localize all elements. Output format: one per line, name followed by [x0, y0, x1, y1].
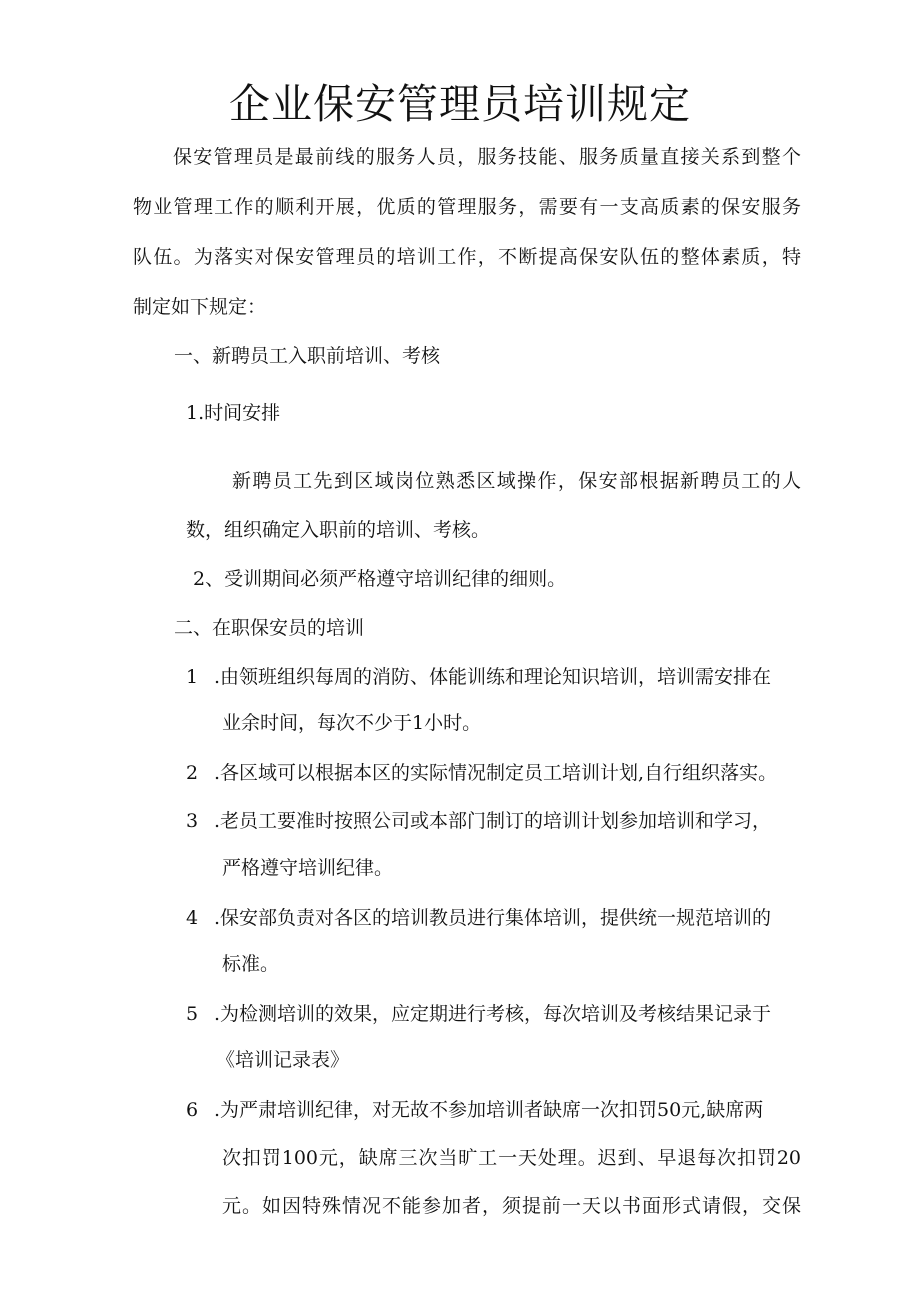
- section1-item1-line-2: 数，组织确定入职前的培训、考核。: [186, 519, 491, 541]
- section1-item2: 2、受训期间必须严格遵守培训纪律的细则。: [193, 568, 567, 590]
- document-title: 企业保安管理员培训规定: [229, 80, 691, 128]
- section2-item-6-line-2: 次扣罚100元，缺席三次当旷工一天处理。迟到、早退每次扣罚20: [222, 1147, 801, 1169]
- item-number: 3: [186, 810, 199, 832]
- section1-heading: 一、新聘员工入职前培训、考核: [174, 345, 441, 367]
- item-number: 2: [186, 762, 199, 784]
- section2-item-1-line-1: [186, 664, 771, 690]
- intro-line-3: 队伍。为落实对保安管理员的培训工作，不断提高保安队伍的整体素质，特: [133, 246, 801, 268]
- item-number: 4: [186, 907, 199, 929]
- section2-item-2-line-1: [186, 760, 777, 786]
- section1-item1-heading: 1.时间安排: [186, 402, 281, 424]
- item-text: .为严肃培训纪律，对无故不参加培训者缺席一次扣罚50元,缺席两: [214, 1099, 764, 1121]
- section2-item-5-line-2: 《培训记录表》: [216, 1049, 350, 1071]
- section2-item-3-line-1: [186, 808, 771, 834]
- section2-item-6-line-1: [186, 1097, 763, 1123]
- item-number: 5: [186, 1003, 199, 1025]
- item-text: .各区域可以根据本区的实际情况制定员工培训计划,自行组织落实。: [214, 762, 778, 784]
- item-number: 1: [186, 666, 199, 688]
- section2-item-6-line-3: 元。如因特殊情况不能参加者，须提前一天以书面形式请假，交保: [222, 1195, 801, 1217]
- item-text: .老员工要准时按照公司或本部门制订的培训计划参加培训和学习，: [214, 810, 772, 832]
- section2-item-5-line-1: [186, 1001, 771, 1027]
- section2-item-1-line-2: 业余时间，每次不少于1小时。: [222, 712, 482, 734]
- section2-item-3-line-2: 严格遵守培训纪律。: [222, 857, 394, 879]
- section2-item-4-line-1: [186, 905, 771, 931]
- intro-line-1: 保安管理员是最前线的服务人员，服务技能、服务质量直接关系到整个: [173, 146, 801, 168]
- intro-line-2: 物业管理工作的顺利开展，优质的管理服务，需要有一支高质素的保安服务: [133, 196, 801, 218]
- item-text: .保安部负责对各区的培训教员进行集体培训，提供统一规范培训的: [214, 907, 772, 929]
- item-text: .为检测培训的效果，应定期进行考核，每次培训及考核结果记录于: [214, 1003, 772, 1025]
- section2-item-4-line-2: 标准。: [222, 953, 280, 975]
- section1-item1-line-1: 新聘员工先到区域岗位熟悉区域操作，保安部根据新聘员工的人: [232, 470, 801, 492]
- section2-heading: 二、在职保安员的培训: [174, 617, 365, 639]
- item-number: 6: [186, 1099, 199, 1121]
- item-text: .由领班组织每周的消防、体能训练和理论知识培训，培训需安排在: [214, 666, 772, 688]
- intro-line-4: 制定如下规定：: [133, 296, 267, 318]
